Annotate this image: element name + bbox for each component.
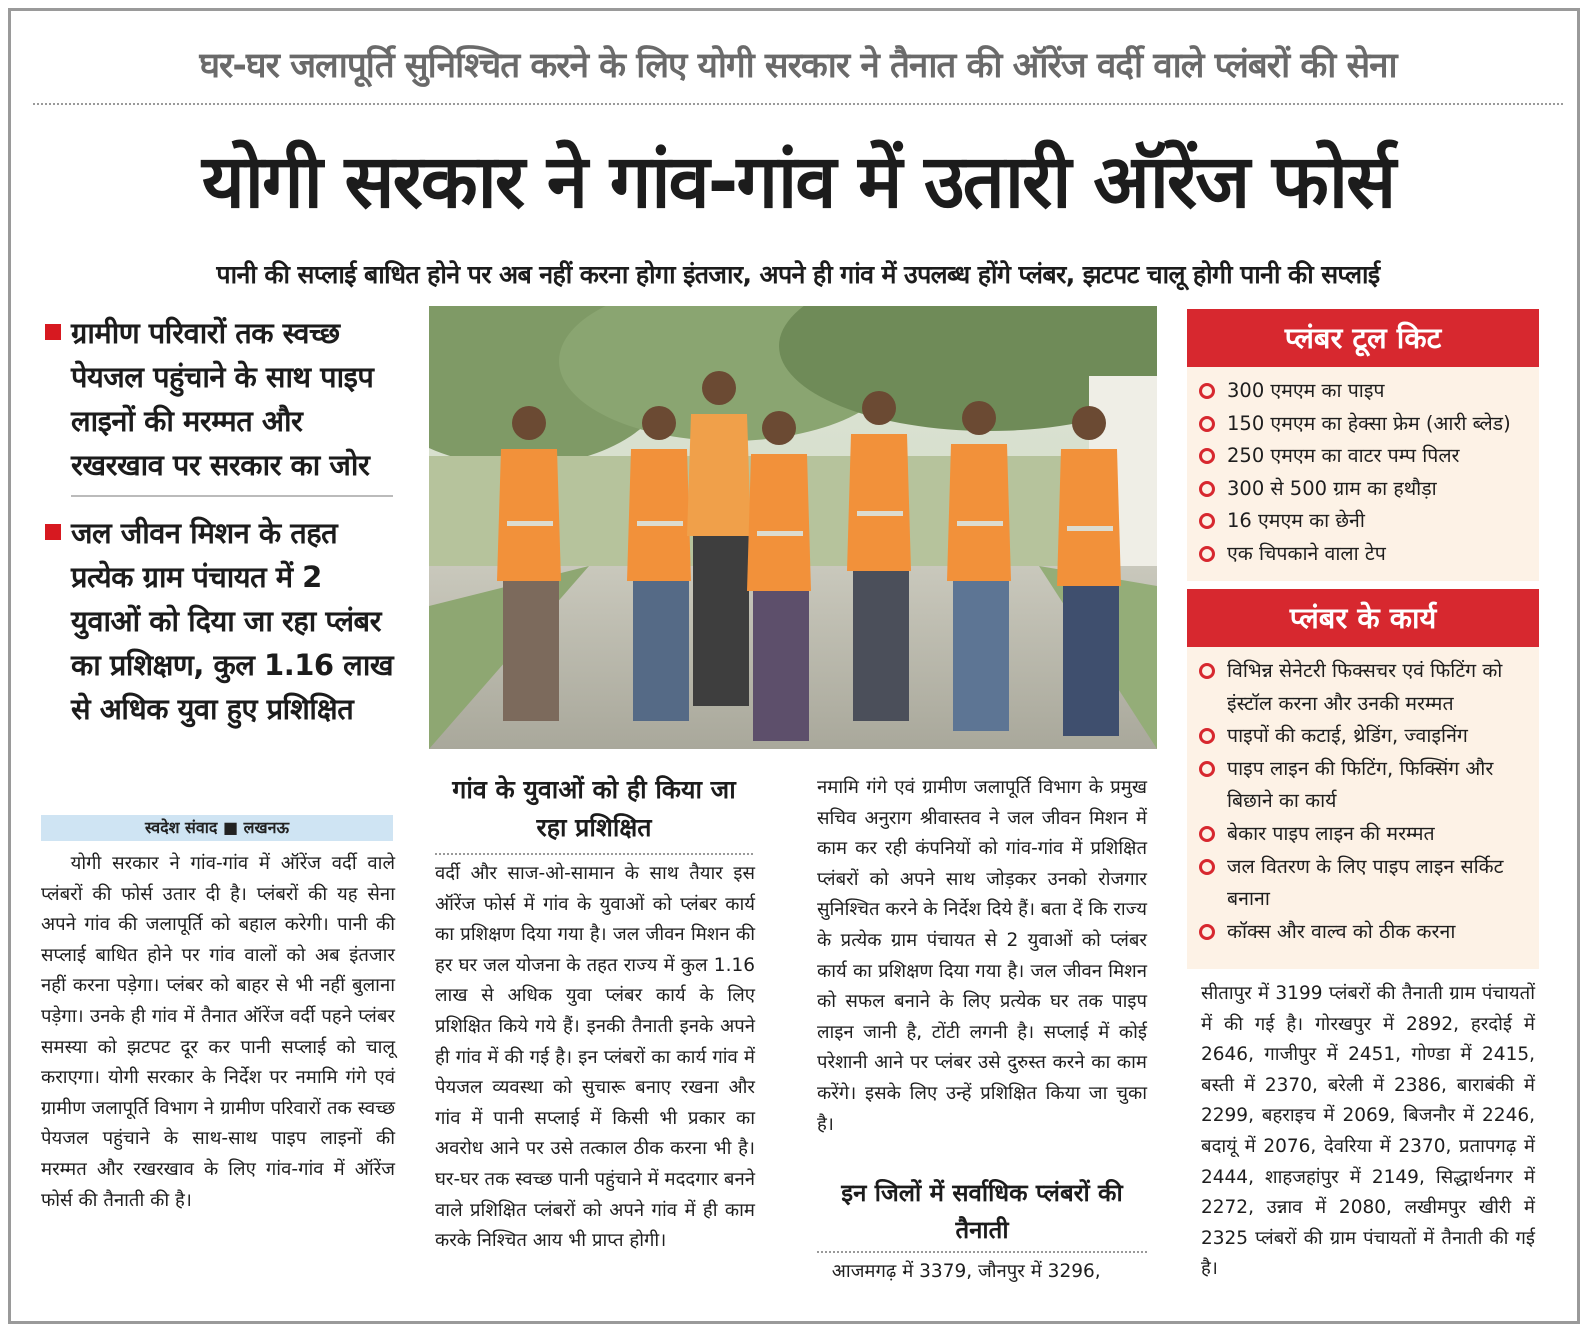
section-divider <box>817 1251 1147 1253</box>
list-item: पाइप लाइन की फिटिंग, फिक्सिंग और बिछाने का कार्य <box>1197 753 1533 818</box>
list-item: 16 एमएम का छेनी <box>1197 505 1533 538</box>
ring-bullet-icon <box>1199 448 1215 464</box>
ring-bullet-icon <box>1199 513 1215 529</box>
plumbers-photo <box>429 306 1157 749</box>
highlight-item: जल जीवन मिशन के तहत प्रत्येक ग्राम पंचायत में 2 युवाओं को दिया जा रहा प्लंबर का प्रशिक्षण, कुल 1.16 लाख से अधिक युवा हुए प्रशिक्षित <box>39 511 399 731</box>
main-headline: योगी सरकार ने गांव-गांव में उतारी ऑरेंज फोर्स <box>201 139 1395 225</box>
body-column-1: योगी सरकार ने गांव-गांव में ऑरेंज वर्दी वाले प्लंबरों की फोर्स उतार दी है। प्लंबरों की यह सेना अपने गांव की जलापूर्ति को बहाल करेगी। पानी की सप्लाई बाधित होने पर गांव वालों को अब इंतजार नहीं करना पड़ेगा। प्लंबर को बाहर से भी नहीं बुलाना पड़ेगा। उनके ही गांव में तैनात ऑरेंज वर्दी पहने प्लंबर समस्या को झटपट दूर कर पानी सप्लाई को चालू कराएगा। योगी सरकार के निर्देश पर नमामि गंगे एवं ग्रामीण जलापूर्ति विभाग ने ग्रामीण परिवारों तक स्वच्छ पेयजल पहुंचाने के साथ-साथ पाइप लाइनों की मरम्मत और रखरखाव के लिए गांव-गांव में ऑरेंज फोर्स की तैनाती की है। <box>41 853 395 1211</box>
duties-title: प्लंबर के कार्य <box>1187 589 1539 647</box>
toolkit-list <box>1187 367 1539 571</box>
list-item: पाइपों की कटाई, थ्रेडिंग, ज्वाइनिंग <box>1197 720 1533 753</box>
ring-bullet-icon <box>1199 546 1215 562</box>
kicker-headline: घर-घर जलापूर्ति सुनिश्चित करने के लिए योगी सरकार ने तैनात की ऑरेंज वर्दी वाले प्लंबरों की सेना <box>199 46 1397 86</box>
dateline: स्वदेश संवाद ■ लखनऊ <box>41 815 393 841</box>
toolkit-title: प्लंबर टूल किट <box>1187 309 1539 367</box>
ring-bullet-icon <box>1199 859 1215 875</box>
body-column-3-continued: आजमगढ़ में 3379, जौनपुर में 3296, <box>831 1261 1101 1282</box>
ring-bullet-icon <box>1199 481 1215 497</box>
section-title-districts: इन जिलों में सर्वाधिक प्लंबरों की तैनाती <box>841 1179 1123 1244</box>
plumbers-walking-image <box>429 306 1157 749</box>
ring-bullet-icon <box>1199 663 1215 679</box>
ring-bullet-icon <box>1199 761 1215 777</box>
highlight-item: ग्रामीण परिवारों तक स्वच्छ पेयजल पहुंचाने के साथ पाइप लाइनों की मरम्मत और रखरखाव पर सरकार का जोर <box>39 311 399 487</box>
ring-bullet-icon <box>1199 728 1215 744</box>
list-item: 300 एमएम का पाइप <box>1197 375 1533 408</box>
ring-bullet-icon <box>1199 924 1215 940</box>
body-column-3: नमामि गंगे एवं ग्रामीण जलापूर्ति विभाग के प्रमुख सचिव अनुराग श्रीवास्तव ने जल जीवन मिशन में काम कर रही कंपनियों को गांव-गांव में प्रशिक्षित प्लंबरों को अपने साथ जोड़कर उनको रोजगार सुनिश्चित करने के निर्देश दिये हैं। बता दें कि राज्य के प्रत्येक ग्राम पंचायत से 2 युवाओं को प्लंबर कार्य का प्रशिक्षण दिया गया है। जल जीवन मिशन को सफल बनाने के लिए प्रत्येक घर तक पाइप लाइन जानी है, टोंटी लगनी है। सप्लाई में कोई परेशानी आने पर प्लंबर उसे दुरुस्त करने का काम करेंगे। इसके लिए उन्हें प्रशिक्षित किया जा चुका है। <box>817 777 1147 1135</box>
list-item: जल वितरण के लिए पाइप लाइन सर्किट बनाना <box>1197 851 1533 916</box>
list-item: एक चिपकाने वाला टेप <box>1197 538 1533 571</box>
list-item: कॉक्स और वाल्व को ठीक करना <box>1197 916 1533 949</box>
ring-bullet-icon <box>1199 416 1215 432</box>
section-divider <box>435 853 753 855</box>
body-column-2: वर्दी और साज-ओ-सामान के साथ तैयार इस ऑरेंज फोर्स में गांव के युवाओं को प्लंबर कार्य का प्रशिक्षण दिया गया है। जल जीवन मिशन की हर घर जल योजना के तहत राज्य में कुल 1.16 लाख से अधिक युवा प्लंबर कार्य के लिए प्रशिक्षित किये गये हैं। इनकी तैनाती इनके अपने ही गांव में की गई है। इन प्लंबरों का कार्य गांव में पेयजल व्यवस्था को सुचारू बनाए रखना और गांव में पानी सप्लाई में किसी भी प्रकार का अवरोध आने पर उसे तत्काल ठीक करना भी है। घर-घर तक स्वच्छ पानी पहुंचाने में मददगार बनने वाले प्रशिक्षित प्लंबरों को अपने गांव में ही काम करके निश्चित आय भी प्राप्त होगी। <box>435 863 755 1252</box>
section-title-training: गांव के युवाओं को ही किया जा रहा प्रशिक्षित <box>452 775 736 842</box>
kicker-divider <box>33 103 1563 105</box>
ring-bullet-icon <box>1199 383 1215 399</box>
duties-list <box>1187 647 1539 948</box>
newspaper-page <box>8 8 1580 1324</box>
bullet-square-icon <box>45 524 61 540</box>
list-item: 150 एमएम का हेक्सा फ्रेम (आरी ब्लेड) <box>1197 408 1533 441</box>
list-item: 300 से 500 ग्राम का हथौड़ा <box>1197 473 1533 506</box>
sub-headline: पानी की सप्लाई बाधित होने पर अब नहीं करना होगा इंतजार, अपने ही गांव में उपलब्ध होंगे प्लंबर, झटपट चालू होगी पानी की सप्लाई <box>216 260 1380 289</box>
duties-box <box>1187 589 1539 969</box>
highlights <box>39 311 399 731</box>
highlight-divider <box>71 495 393 497</box>
body-column-4: सीतापुर में 3199 प्लंबरों की तैनाती ग्राम पंचायतों में की गई है। गोरखपुर में 2892, हरदोई में 2646, गाजीपुर में 2451, गोण्डा में 2415, बस्ती में 2370, बरेली में 2386, बाराबंकी में 2299, बहराइच में 2069, बिजनौर में 2246, बदायूं में 2076, देवरिया में 2370, प्रतापगढ़ में 2444, शाहजहांपुर में 2149, सिद्धार्थनगर में 2272, उन्नाव में 2080, लखीमपुर खीरी में 2325 प्लंबरों की ग्राम पंचायतों में तैनाती की गई है। <box>1201 983 1535 1280</box>
list-item: विभिन्न सेनेटरी फिक्सचर एवं फिटिंग को इंस्टॉल करना और उनकी मरम्मत <box>1197 655 1533 720</box>
toolkit-box <box>1187 309 1539 581</box>
list-item: 250 एमएम का वाटर पम्प पिलर <box>1197 440 1533 473</box>
bullet-square-icon <box>45 324 61 340</box>
ring-bullet-icon <box>1199 826 1215 842</box>
list-item: बेकार पाइप लाइन की मरम्मत <box>1197 818 1533 851</box>
